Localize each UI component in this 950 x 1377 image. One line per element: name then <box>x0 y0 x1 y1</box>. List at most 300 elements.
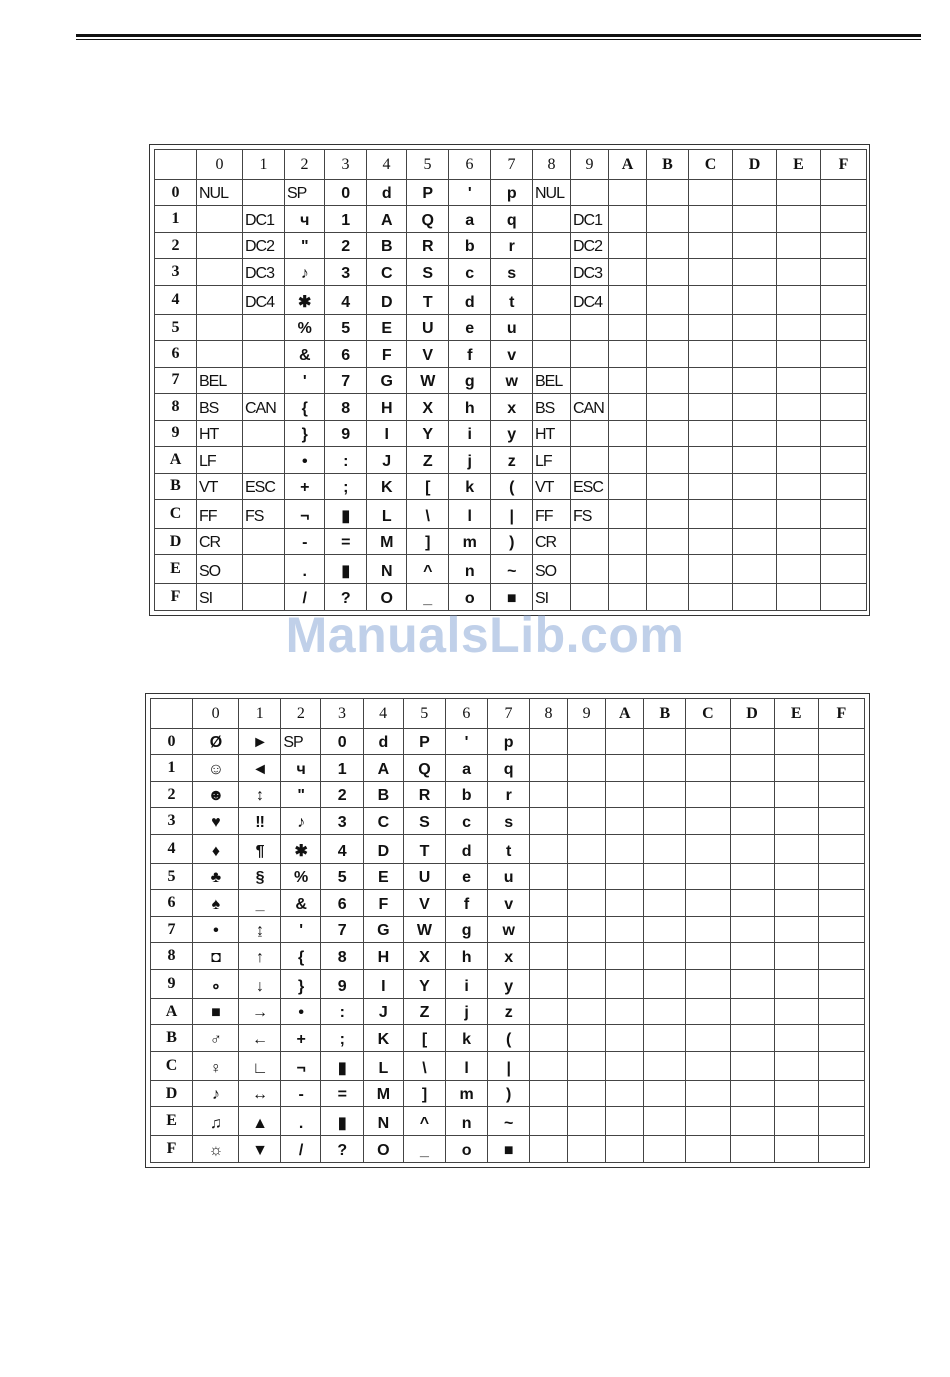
table-row <box>155 528 867 554</box>
char-cell <box>243 447 285 473</box>
row-header: A <box>151 998 193 1024</box>
char-cell: ☺ <box>193 755 239 781</box>
column-header: B <box>644 699 686 729</box>
char-cell <box>686 916 730 942</box>
column-header: E <box>777 150 821 180</box>
column-header: 3 <box>325 150 367 180</box>
char-cell <box>777 285 821 314</box>
char-cell: x <box>487 943 529 969</box>
char-cell: ¬ <box>281 1051 321 1080</box>
char-cell <box>733 285 777 314</box>
char-cell <box>609 555 647 584</box>
char-cell: = <box>321 1080 363 1106</box>
char-cell: : <box>325 447 367 473</box>
char-cell <box>568 1107 606 1136</box>
char-cell: H <box>363 943 403 969</box>
character-code-table-1 <box>154 149 867 611</box>
char-cell <box>774 1136 818 1163</box>
char-cell <box>568 729 606 755</box>
row-header: 7 <box>151 916 193 942</box>
char-cell: H <box>367 394 407 420</box>
char-cell <box>647 367 689 393</box>
char-cell <box>818 916 864 942</box>
column-header: A <box>609 150 647 180</box>
char-cell: w <box>491 367 533 393</box>
table-row <box>155 447 867 473</box>
char-cell: 3 <box>321 808 363 834</box>
char-cell: CAN <box>243 394 285 420</box>
char-cell <box>777 180 821 206</box>
char-cell: CAN <box>571 394 609 420</box>
char-cell <box>609 473 647 499</box>
char-cell <box>243 528 285 554</box>
char-cell <box>774 1080 818 1106</box>
char-cell <box>571 314 609 340</box>
row-header: C <box>155 499 197 528</box>
char-cell <box>777 447 821 473</box>
table-row <box>155 314 867 340</box>
column-header: 1 <box>239 699 281 729</box>
table-row <box>151 916 865 942</box>
char-cell <box>686 1107 730 1136</box>
row-header: E <box>155 555 197 584</box>
char-cell: N <box>363 1107 403 1136</box>
char-cell <box>647 528 689 554</box>
char-cell: DC2 <box>571 232 609 258</box>
char-cell <box>733 447 777 473</box>
column-header: 6 <box>445 699 487 729</box>
char-cell <box>689 528 733 554</box>
char-cell <box>609 285 647 314</box>
char-cell <box>568 834 606 863</box>
char-cell: v <box>491 341 533 367</box>
char-cell <box>609 259 647 285</box>
char-cell <box>568 1080 606 1106</box>
char-cell: ] <box>403 1080 445 1106</box>
char-cell: 9 <box>325 420 367 446</box>
char-cell: ~ <box>491 555 533 584</box>
char-cell <box>647 341 689 367</box>
char-cell: 6 <box>321 890 363 916</box>
char-cell <box>689 367 733 393</box>
table-row <box>155 367 867 393</box>
char-cell <box>644 755 686 781</box>
table-row <box>155 555 867 584</box>
char-cell <box>730 943 774 969</box>
char-cell <box>606 863 644 889</box>
char-cell: ← <box>239 1025 281 1051</box>
char-cell <box>644 969 686 998</box>
char-cell: Z <box>403 998 445 1024</box>
row-header: C <box>151 1051 193 1080</box>
char-cell: _ <box>407 584 449 611</box>
char-cell <box>818 998 864 1024</box>
table-row <box>151 1136 865 1163</box>
char-cell <box>686 863 730 889</box>
char-cell: HT <box>197 420 243 446</box>
char-cell <box>644 1025 686 1051</box>
char-cell <box>821 206 867 232</box>
char-cell <box>818 863 864 889</box>
char-cell: % <box>285 314 325 340</box>
char-cell <box>689 341 733 367</box>
char-cell: ♠ <box>193 890 239 916</box>
char-cell: } <box>281 969 321 998</box>
char-cell <box>647 555 689 584</box>
char-cell <box>733 394 777 420</box>
char-cell: DC3 <box>571 259 609 285</box>
char-cell: ◘ <box>193 943 239 969</box>
char-cell: p <box>491 180 533 206</box>
char-cell: Ø <box>193 729 239 755</box>
char-cell: V <box>403 890 445 916</box>
char-cell <box>530 729 568 755</box>
char-cell <box>609 528 647 554</box>
column-header: B <box>647 150 689 180</box>
char-cell: ▮ <box>325 499 367 528</box>
row-header: E <box>151 1107 193 1136</box>
char-cell: SP <box>281 729 321 755</box>
char-cell: ч <box>285 206 325 232</box>
char-cell <box>818 890 864 916</box>
char-cell <box>197 232 243 258</box>
char-cell <box>568 890 606 916</box>
column-header: 8 <box>530 699 568 729</box>
char-cell <box>774 890 818 916</box>
char-cell <box>530 1051 568 1080</box>
char-cell: DC1 <box>243 206 285 232</box>
char-cell <box>821 420 867 446</box>
char-cell <box>644 863 686 889</box>
row-header: F <box>155 584 197 611</box>
char-cell: ) <box>487 1080 529 1106</box>
char-cell: ' <box>445 729 487 755</box>
char-cell <box>197 285 243 314</box>
char-cell: f <box>449 341 491 367</box>
char-cell <box>530 1107 568 1136</box>
char-cell: ) <box>491 528 533 554</box>
char-cell <box>818 969 864 998</box>
char-cell <box>821 473 867 499</box>
char-cell: J <box>363 998 403 1024</box>
char-cell: ' <box>285 367 325 393</box>
char-cell: NUL <box>197 180 243 206</box>
char-cell: ♂ <box>193 1025 239 1051</box>
char-cell: h <box>449 394 491 420</box>
char-cell: j <box>445 998 487 1024</box>
row-header: A <box>155 447 197 473</box>
char-cell: DC4 <box>571 285 609 314</box>
char-cell <box>818 808 864 834</box>
column-header: D <box>730 699 774 729</box>
char-cell <box>730 808 774 834</box>
char-cell: I <box>367 420 407 446</box>
char-cell: ■ <box>491 584 533 611</box>
char-cell <box>243 555 285 584</box>
char-cell: r <box>487 781 529 807</box>
row-header: 9 <box>155 420 197 446</box>
char-cell <box>730 998 774 1024</box>
char-cell: ] <box>407 528 449 554</box>
char-cell: v <box>487 890 529 916</box>
char-cell <box>644 834 686 863</box>
char-cell <box>609 499 647 528</box>
char-cell: Q <box>403 755 445 781</box>
char-cell <box>686 781 730 807</box>
char-cell <box>777 499 821 528</box>
char-cell: " <box>285 232 325 258</box>
char-cell <box>689 420 733 446</box>
char-cell <box>821 528 867 554</box>
char-cell: h <box>445 943 487 969</box>
char-cell: X <box>407 394 449 420</box>
char-cell <box>686 729 730 755</box>
column-header: 0 <box>193 699 239 729</box>
char-cell: A <box>367 206 407 232</box>
char-cell: : <box>321 998 363 1024</box>
char-cell: A <box>363 755 403 781</box>
char-cell: y <box>487 969 529 998</box>
char-cell: | <box>487 1051 529 1080</box>
char-cell: E <box>367 314 407 340</box>
char-cell <box>730 969 774 998</box>
char-cell: s <box>491 259 533 285</box>
char-cell <box>243 367 285 393</box>
char-cell: T <box>403 834 445 863</box>
char-cell: ▮ <box>321 1107 363 1136</box>
char-cell: R <box>407 232 449 258</box>
char-cell <box>818 781 864 807</box>
char-cell <box>606 729 644 755</box>
char-cell: t <box>491 285 533 314</box>
char-cell: y <box>491 420 533 446</box>
char-cell: • <box>193 916 239 942</box>
char-cell: ? <box>321 1136 363 1163</box>
column-header: 5 <box>407 150 449 180</box>
char-cell: b <box>449 232 491 258</box>
corner-cell <box>151 699 193 729</box>
char-cell <box>686 808 730 834</box>
char-cell: d <box>445 834 487 863</box>
char-cell: W <box>407 367 449 393</box>
char-cell <box>606 755 644 781</box>
char-cell: DC2 <box>243 232 285 258</box>
header-rule-thin <box>76 39 921 40</box>
column-header: 7 <box>487 699 529 729</box>
char-cell <box>647 180 689 206</box>
char-cell: K <box>363 1025 403 1051</box>
char-cell <box>689 394 733 420</box>
char-cell <box>606 916 644 942</box>
char-cell <box>777 528 821 554</box>
char-cell: VT <box>533 473 571 499</box>
char-cell <box>733 584 777 611</box>
char-cell: Q <box>407 206 449 232</box>
char-cell: N <box>367 555 407 584</box>
char-cell: LF <box>533 447 571 473</box>
char-cell <box>733 420 777 446</box>
char-cell: d <box>363 729 403 755</box>
char-cell <box>568 808 606 834</box>
char-cell <box>689 232 733 258</box>
table-row <box>151 863 865 889</box>
char-cell <box>686 1136 730 1163</box>
char-cell: & <box>281 890 321 916</box>
char-cell: { <box>285 394 325 420</box>
table-row <box>155 259 867 285</box>
char-cell: 4 <box>325 285 367 314</box>
char-cell: / <box>281 1136 321 1163</box>
column-header: 3 <box>321 699 363 729</box>
char-cell: NUL <box>533 180 571 206</box>
char-cell: + <box>281 1025 321 1051</box>
char-cell <box>689 555 733 584</box>
char-cell <box>818 943 864 969</box>
char-cell <box>774 943 818 969</box>
table-row <box>151 729 865 755</box>
row-header: 5 <box>155 314 197 340</box>
char-cell <box>644 890 686 916</box>
char-cell: k <box>445 1025 487 1051</box>
char-cell <box>733 499 777 528</box>
char-cell <box>197 314 243 340</box>
char-cell: m <box>445 1080 487 1106</box>
char-cell <box>533 314 571 340</box>
column-header: 7 <box>491 150 533 180</box>
char-cell: l <box>449 499 491 528</box>
char-cell: o <box>449 584 491 611</box>
char-cell: CR <box>197 528 243 554</box>
char-cell <box>571 447 609 473</box>
char-cell <box>689 259 733 285</box>
char-cell <box>689 206 733 232</box>
row-header: 6 <box>151 890 193 916</box>
char-cell <box>689 314 733 340</box>
char-cell: G <box>363 916 403 942</box>
char-cell: C <box>367 259 407 285</box>
char-cell: F <box>363 890 403 916</box>
table-row <box>155 394 867 420</box>
char-cell: n <box>445 1107 487 1136</box>
char-cell: ESC <box>243 473 285 499</box>
column-header: E <box>774 699 818 729</box>
char-cell <box>777 367 821 393</box>
row-header: 9 <box>151 969 193 998</box>
char-cell: + <box>285 473 325 499</box>
char-cell <box>606 1080 644 1106</box>
char-cell <box>647 285 689 314</box>
row-header: 6 <box>155 341 197 367</box>
char-cell <box>730 729 774 755</box>
char-cell: 4 <box>321 834 363 863</box>
char-cell: [ <box>403 1025 445 1051</box>
char-cell <box>733 180 777 206</box>
char-cell: r <box>491 232 533 258</box>
char-cell <box>533 341 571 367</box>
char-cell: Y <box>403 969 445 998</box>
row-header: 1 <box>155 206 197 232</box>
char-cell <box>644 808 686 834</box>
char-cell <box>606 890 644 916</box>
char-cell <box>777 584 821 611</box>
char-cell: a <box>449 206 491 232</box>
char-cell <box>777 473 821 499</box>
table-row <box>151 890 865 916</box>
char-cell: ~ <box>487 1107 529 1136</box>
char-cell <box>609 206 647 232</box>
char-cell <box>821 285 867 314</box>
char-cell: F <box>367 341 407 367</box>
char-cell: R <box>403 781 445 807</box>
char-cell <box>609 341 647 367</box>
row-header: 2 <box>151 781 193 807</box>
char-cell: ☼ <box>193 1136 239 1163</box>
char-cell <box>730 781 774 807</box>
char-cell <box>530 755 568 781</box>
char-cell: q <box>487 755 529 781</box>
char-cell: ↑ <box>239 943 281 969</box>
char-cell <box>733 206 777 232</box>
char-cell <box>774 755 818 781</box>
char-cell: i <box>445 969 487 998</box>
char-cell: . <box>281 1107 321 1136</box>
char-cell: x <box>491 394 533 420</box>
char-cell: M <box>367 528 407 554</box>
column-header: 4 <box>367 150 407 180</box>
char-cell <box>777 420 821 446</box>
char-cell <box>606 834 644 863</box>
char-cell <box>689 447 733 473</box>
table-row <box>151 755 865 781</box>
column-header: C <box>689 150 733 180</box>
char-cell: [ <box>407 473 449 499</box>
char-cell: J <box>367 447 407 473</box>
char-cell <box>530 943 568 969</box>
table-row <box>155 180 867 206</box>
char-cell: ↕ <box>239 781 281 807</box>
char-cell <box>571 555 609 584</box>
char-cell <box>568 781 606 807</box>
char-cell <box>530 916 568 942</box>
char-cell: ♪ <box>285 259 325 285</box>
char-cell <box>686 943 730 969</box>
char-cell: ; <box>321 1025 363 1051</box>
column-header: 2 <box>285 150 325 180</box>
char-cell: c <box>449 259 491 285</box>
char-cell: j <box>449 447 491 473</box>
char-cell: 5 <box>325 314 367 340</box>
char-cell: 2 <box>321 781 363 807</box>
char-cell: BEL <box>533 367 571 393</box>
char-cell: 6 <box>325 341 367 367</box>
char-cell <box>568 969 606 998</box>
char-cell: 0 <box>321 729 363 755</box>
char-cell <box>686 890 730 916</box>
char-cell: u <box>487 863 529 889</box>
char-cell <box>609 232 647 258</box>
char-cell <box>821 367 867 393</box>
row-header: 1 <box>151 755 193 781</box>
char-cell <box>533 232 571 258</box>
char-cell <box>730 916 774 942</box>
char-cell: q <box>491 206 533 232</box>
char-cell: L <box>367 499 407 528</box>
char-cell: ► <box>239 729 281 755</box>
char-cell: SO <box>197 555 243 584</box>
column-header: 4 <box>363 699 403 729</box>
char-cell <box>730 1025 774 1051</box>
char-cell <box>733 314 777 340</box>
